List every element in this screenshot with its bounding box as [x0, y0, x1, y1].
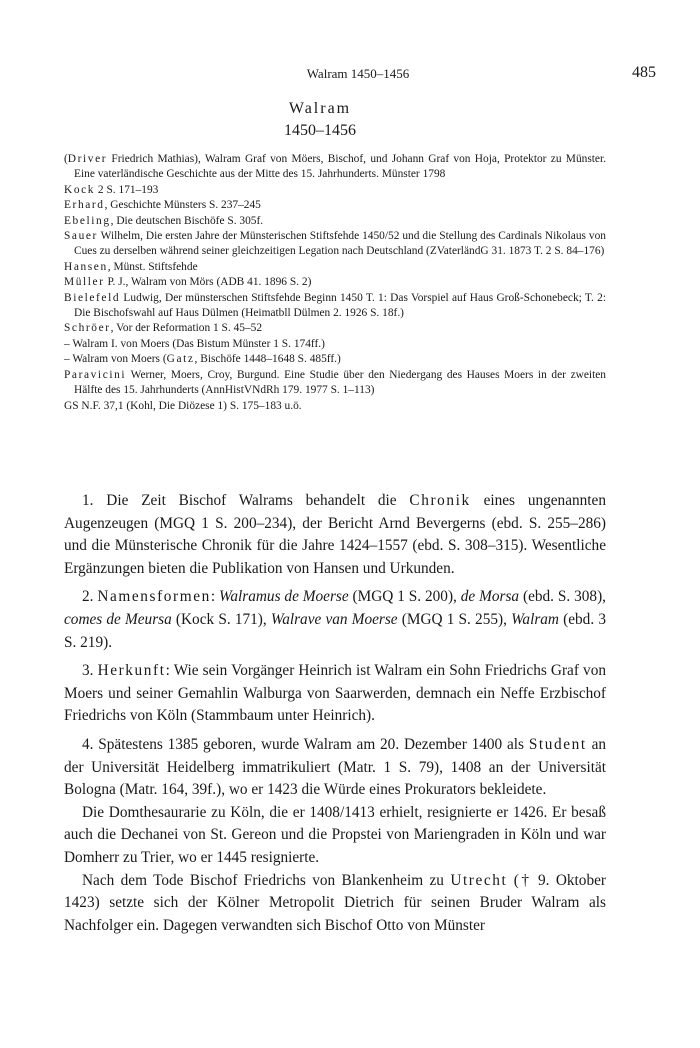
paragraph-studies: 4. Spätestens 1385 geboren, wurde Walram am 20. Dezember 1400 als Student an der Universität Heidelberg immatrikuliert (Matr. 1 S. 79), 1408 an der Universität Bologna (Matr. 164, 39f.), wo er 1423 die Würde eines Prokurators bekleidete. — [64, 735, 607, 799]
bibliography-author: Schröer — [64, 322, 111, 335]
bibliography-author: Ebeling — [64, 214, 111, 227]
chapter-title — [60, 98, 580, 142]
paragraph-origin: 3. Herkunft: Wie sein Vorgänger Heinrich ist Walram ein Sohn Friedrichs Graf von Moers und seiner Gemahlin Walburga von Saarwerden, demnach ein Neffe Erzbischof Friedrichs von Köln (Stammbaum unter Heinrich). — [64, 662, 606, 725]
bibliography-entry: GS N.F. 37,1 (Kohl, Die Diözese 1) S. 175–183 u.ö. — [64, 399, 302, 412]
bibliography-author: Erhard — [64, 199, 105, 212]
bibliography-entry: (Driver Friedrich Mathias), Walram Graf von Möers, Bischof, und Johann Graf von Hoja, Protektor zu Münster. Eine vaterländische Geschichte aus der Mitte des 15. Jahrhunderts. Münster 1798 — [64, 153, 606, 181]
bibliography-author: Kock — [64, 183, 96, 196]
page-number: 485 — [632, 64, 656, 81]
chapter-title-years: 1450–1456 — [284, 122, 356, 139]
bibliography-entry: – Walram I. von Moers (Das Bistum Münster 1 S. 174ff.) — [64, 337, 325, 350]
running-title: Walram 1450–1456 — [306, 66, 410, 81]
spaced-term: Student — [528, 735, 587, 753]
spaced-term: Utrecht — [450, 871, 508, 889]
bibliography-entry: Müller P. J., Walram von Mörs (ADB 41. 1896 S. 2) — [64, 276, 312, 289]
paragraph-name-forms: 2. Namensformen: Walramus de Moerse (MGQ 1 S. 200), de Morsa (ebd. S. 308), comes de Meursa (Kock S. 171), Walrave van Moerse (MGQ 1 S. 255), Walram (ebd. 3 S. 219). — [64, 588, 606, 651]
bibliography-entry: Kock 2 S. 171–193 — [64, 183, 159, 196]
paragraph-sources: 1. Die Zeit Bischof Walrams behandelt die Chronik eines ungenannten Augenzeugen (MGQ 1 S. 200–234), der Bericht Arnd Bevergerns (ebd. S. 255–286) und die Münsterische Chronik für die Jahre 1424–1557 (ebd. S. 308–315). Wesentliche Ergänzungen bieten die Publikation von Hansen und Urkunden. — [64, 492, 606, 577]
bibliography-entry: Hansen, Münst. Stiftsfehde — [64, 260, 198, 273]
paragraph-benefices: Die Domthesaurarie zu Köln, die er 1408/1413 erhielt, resignierte er 1426. Er besaß auch die Dechanei von St. Gereon und die Propstei von Mariengraden in Köln und war Domherr zu Trier, wo er 1445 resignierte. — [64, 803, 606, 866]
running-head — [60, 64, 656, 84]
bibliography-author: Hansen — [64, 260, 108, 273]
name-form: Walram — [511, 610, 559, 628]
bibliography-author: Paravicini — [64, 368, 127, 381]
name-form: Walramus de Moerse — [219, 588, 349, 606]
bibliography-entry: Sauer Wilhelm, Die ersten Jahre der Münsterischen Stiftsfehde 1450/52 und die Stellung des Cardinals Nikolaus von Cues zu derselben während seiner gleichzeitigen Legation nach Deutschland (ZVaterländG 31. 1873 T. 2 S. 84–176) — [64, 230, 606, 258]
bibliography-author: Müller — [64, 276, 105, 289]
bibliography-entry: Bielefeld Ludwig, Der münsterschen Stiftsfehde Beginn 1450 T. 1: Das Vorspiel auf Haus Groß-Schonebeck; T. 2: Die Bischofswahl auf Haus Dülmen (Heimatbll Dülmen 2. 1926 S. 18f.) — [64, 291, 606, 320]
bibliography-author: Sauer — [64, 230, 98, 243]
chapter-title-name: Walram — [288, 100, 352, 117]
spaced-term: Namensformen — [97, 588, 211, 606]
bibliography-entry: Erhard, Geschichte Münsters S. 237–245 — [64, 199, 261, 212]
name-form: de Morsa — [460, 588, 520, 606]
bibliography-entry: Paravicini Werner, Moers, Croy, Burgund. Eine Studie über den Niedergang des Hauses Moers in der zweiten Hälfte des 15. Jahrhunderts (AnnHistVNdRh 179. 1977 S. 1–113) — [64, 368, 606, 397]
paragraph-utrecht: Nach dem Tode Bischof Friedrichs von Blankenheim zu Utrecht († 9. Oktober 1423) setzte sich der Kölner Metropolit Dietrich für seinen Bruder Walram als Nachfolger ein. Dagegen verwandten sich Bischof Otto von Münster — [64, 871, 606, 934]
spaced-term: Chronik — [409, 492, 471, 509]
bibliography-author: Driver — [67, 153, 108, 165]
name-form: Walrave van Moerse — [270, 610, 398, 628]
bibliography — [64, 152, 606, 414]
spaced-term: Herkunft — [97, 662, 166, 680]
bibliography-entry: Schröer, Vor der Reformation 1 S. 45–52 — [64, 322, 263, 335]
bibliography-entry: – Walram von Moers (Gatz, Bischöfe 1448–1648 S. 485ff.) — [64, 353, 341, 366]
bibliography-author: Bielefeld — [64, 291, 121, 304]
body-text — [64, 490, 606, 937]
name-form: comes de Meursa — [64, 610, 172, 628]
bibliography-author: Gatz — [166, 353, 195, 366]
bibliography-entry: Ebeling, Die deutschen Bischöfe S. 305f. — [64, 214, 264, 227]
